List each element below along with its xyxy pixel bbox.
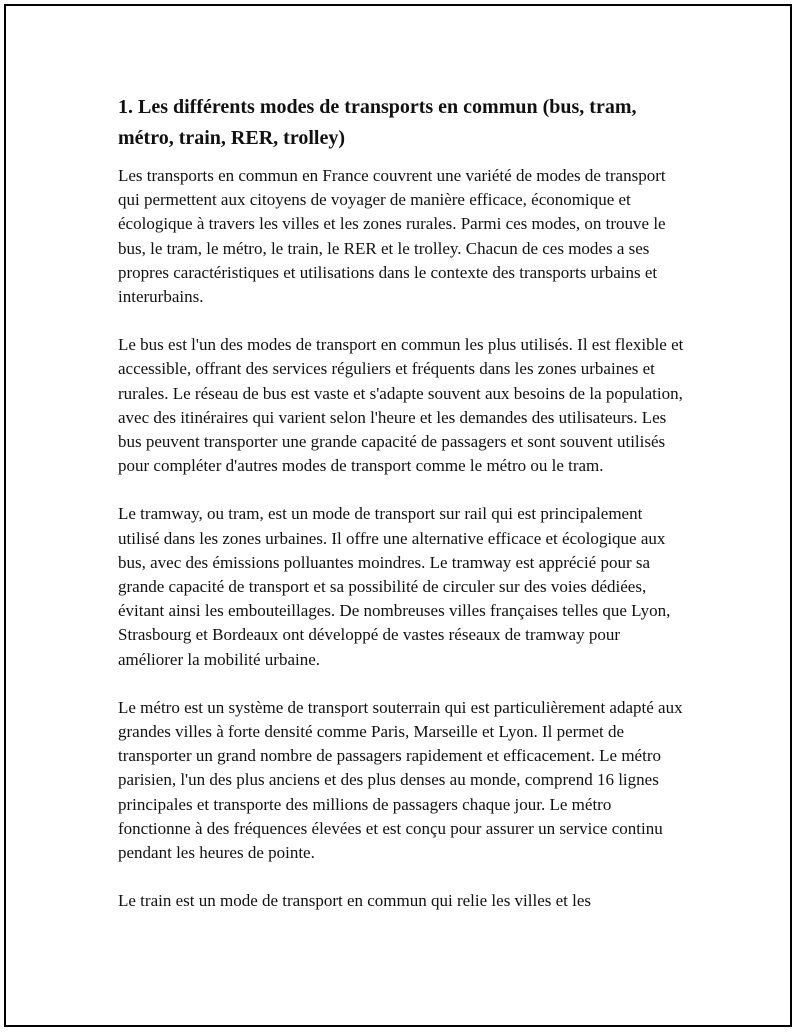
paragraph-tram: Le tramway, ou tram, est un mode de transport sur rail qui est principalement utilisé dans les zones urbaines. Il offre une alternative efficace et écologique aux bus, avec des émissions polluantes moindres. Le tramway est apprécié pour sa grande capacité de transport et sa possibilité de circuler sur des voies dédiées, évitant ainsi les embouteillages. De nombreuses villes françaises telles que Lyon, Strasbourg et Bordeaux ont développé de vastes réseaux de tramway pour améliorer la mobilité urbaine. <box>118 504 671 669</box>
document-body <box>118 92 688 913</box>
paragraph-train: Le train est un mode de transport en commun qui relie les villes et les <box>118 891 592 911</box>
paragraph-intro: Les transports en commun en France couvrent une variété de modes de transport qui permettent aux citoyens de voyager de manière efficace, économique et écologique à travers les villes et les zones rurales. Parmi ces modes, on trouve le bus, le tram, le métro, le train, le RER et le trolley. Chacun de ces modes a ses propres caractéristiques et utilisations dans le contexte des transports urbains et interurbains. <box>118 166 666 307</box>
section-heading: 1. Les différents modes de transports en commun (bus, tram, métro, train, RER, trolley) <box>118 96 637 149</box>
paragraph-bus: Le bus est l'un des modes de transport en commun les plus utilisés. Il est flexible et accessible, offrant des services réguliers et fréquents dans les zones urbaines et rurales. Le réseau de bus est vaste et s'adapte souvent aux besoins de la population, avec des itinéraires qui varient selon l'heure et les demandes des utilisateurs. Les bus peuvent transporter une grande capacité de passagers et sont souvent utilisés pour compléter d'autres modes de transport comme le métro ou le tram. <box>118 335 684 476</box>
paragraph-metro: Le métro est un système de transport souterrain qui est particulièrement adapté aux grandes villes à forte densité comme Paris, Marseille et Lyon. Il permet de transporter un grand nombre de passagers rapidement et efficacement. Le métro parisien, l'un des plus anciens et des plus denses au monde, comprend 16 lignes principales et transporte des millions de passagers chaque jour. Le métro fonctionne à des fréquences élevées et est conçu pour assurer un service continu pendant les heures de pointe. <box>118 697 683 863</box>
